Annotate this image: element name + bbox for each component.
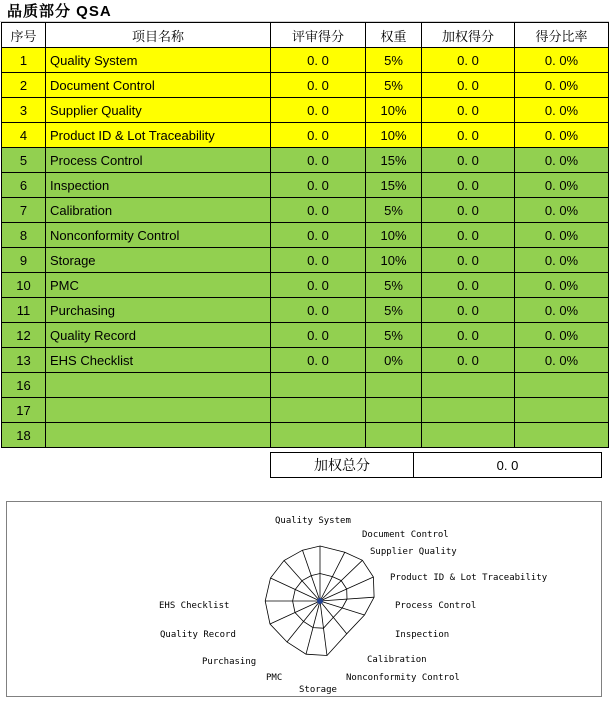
cell-score: 0. 0 bbox=[271, 298, 366, 323]
radar-label-1: Document Control bbox=[362, 530, 449, 540]
header-weighted-score: 加权得分 bbox=[422, 23, 515, 48]
header-weight: 权重 bbox=[366, 23, 422, 48]
total-label: 加权总分 bbox=[270, 452, 414, 478]
cell-name: Inspection bbox=[46, 173, 271, 198]
page-title: 品质部分 QSA bbox=[7, 3, 112, 20]
table-header-row bbox=[2, 23, 609, 48]
cell-weight: 10% bbox=[366, 98, 422, 123]
cell-name: Calibration bbox=[46, 198, 271, 223]
cell-weight: 5% bbox=[366, 323, 422, 348]
radar-label-6: Calibration bbox=[367, 655, 427, 665]
radar-label-10: Purchasing bbox=[202, 657, 257, 667]
cell-name bbox=[46, 423, 271, 448]
cell-weighted-score: 0. 0 bbox=[422, 123, 515, 148]
radar-label-3: Product ID & Lot Traceability bbox=[390, 573, 548, 583]
cell-ratio bbox=[515, 373, 609, 398]
cell-name: Nonconformity Control bbox=[46, 223, 271, 248]
cell-score: 0. 0 bbox=[271, 148, 366, 173]
cell-weighted-score: 0. 0 bbox=[422, 298, 515, 323]
radar-label-9: PMC bbox=[266, 673, 283, 683]
cell-weight: 10% bbox=[366, 223, 422, 248]
cell-no: 12 bbox=[2, 323, 46, 348]
cell-ratio: 0. 0% bbox=[515, 123, 609, 148]
cell-name bbox=[46, 398, 271, 423]
radar-label-8: Storage bbox=[299, 685, 337, 695]
cell-name: Process Control bbox=[46, 148, 271, 173]
cell-no: 13 bbox=[2, 348, 46, 373]
cell-weight: 5% bbox=[366, 73, 422, 98]
radar-data-point bbox=[317, 598, 323, 604]
cell-name: Product ID & Lot Traceability bbox=[46, 123, 271, 148]
cell-score bbox=[271, 398, 366, 423]
cell-no: 5 bbox=[2, 148, 46, 173]
cell-weight: 0% bbox=[366, 348, 422, 373]
table-row[interactable] bbox=[2, 123, 609, 148]
cell-weight: 5% bbox=[366, 198, 422, 223]
cell-weight bbox=[366, 423, 422, 448]
cell-no: 1 bbox=[2, 48, 46, 73]
cell-score: 0. 0 bbox=[271, 123, 366, 148]
cell-ratio: 0. 0% bbox=[515, 148, 609, 173]
cell-weight bbox=[366, 398, 422, 423]
radar-label-4: Process Control bbox=[395, 601, 477, 611]
header-ratio: 得分比率 bbox=[515, 23, 609, 48]
cell-no: 7 bbox=[2, 198, 46, 223]
cell-score: 0. 0 bbox=[271, 273, 366, 298]
cell-score bbox=[271, 373, 366, 398]
cell-name: Purchasing bbox=[46, 298, 271, 323]
cell-ratio: 0. 0% bbox=[515, 248, 609, 273]
sheet-title-row bbox=[0, 0, 609, 22]
cell-no: 4 bbox=[2, 123, 46, 148]
cell-ratio bbox=[515, 398, 609, 423]
total-value[interactable]: 0. 0 bbox=[414, 452, 602, 478]
cell-name: Supplier Quality bbox=[46, 98, 271, 123]
cell-score: 0. 0 bbox=[271, 248, 366, 273]
radar-label-0: Quality System bbox=[275, 516, 351, 526]
cell-no: 6 bbox=[2, 173, 46, 198]
table-row[interactable] bbox=[2, 298, 609, 323]
cell-weighted-score: 0. 0 bbox=[422, 223, 515, 248]
cell-no: 2 bbox=[2, 73, 46, 98]
cell-no: 10 bbox=[2, 273, 46, 298]
cell-ratio: 0. 0% bbox=[515, 173, 609, 198]
total-spacer bbox=[1, 452, 270, 478]
table-row[interactable] bbox=[2, 273, 609, 298]
radar-chart-svg bbox=[7, 502, 601, 696]
cell-weighted-score: 0. 0 bbox=[422, 98, 515, 123]
cell-no: 18 bbox=[2, 423, 46, 448]
cell-score: 0. 0 bbox=[271, 198, 366, 223]
cell-name: Quality Record bbox=[46, 323, 271, 348]
radar-label-7: Nonconformity Control bbox=[346, 673, 460, 683]
cell-score: 0. 0 bbox=[271, 48, 366, 73]
cell-weighted-score: 0. 0 bbox=[422, 348, 515, 373]
table-row[interactable] bbox=[2, 198, 609, 223]
table-row[interactable] bbox=[2, 148, 609, 173]
radar-label-2: Supplier Quality bbox=[370, 547, 457, 557]
table-row[interactable] bbox=[2, 423, 609, 448]
cell-name: PMC bbox=[46, 273, 271, 298]
table-row[interactable] bbox=[2, 223, 609, 248]
cell-weighted-score: 0. 0 bbox=[422, 198, 515, 223]
cell-no: 17 bbox=[2, 398, 46, 423]
cell-score: 0. 0 bbox=[271, 223, 366, 248]
cell-score: 0. 0 bbox=[271, 98, 366, 123]
cell-no: 16 bbox=[2, 373, 46, 398]
radar-label-12: EHS Checklist bbox=[159, 601, 230, 611]
cell-weight: 10% bbox=[366, 248, 422, 273]
cell-no: 9 bbox=[2, 248, 46, 273]
header-name: 项目名称 bbox=[46, 23, 271, 48]
cell-score bbox=[271, 423, 366, 448]
cell-no: 3 bbox=[2, 98, 46, 123]
table-row[interactable] bbox=[2, 173, 609, 198]
cell-ratio: 0. 0% bbox=[515, 98, 609, 123]
table-row[interactable] bbox=[2, 398, 609, 423]
cell-name: Storage bbox=[46, 248, 271, 273]
cell-weight: 5% bbox=[366, 273, 422, 298]
cell-weighted-score bbox=[422, 423, 515, 448]
cell-weighted-score: 0. 0 bbox=[422, 273, 515, 298]
header-score: 评审得分 bbox=[271, 23, 366, 48]
table-body bbox=[2, 48, 609, 448]
cell-score: 0. 0 bbox=[271, 173, 366, 198]
cell-no: 8 bbox=[2, 223, 46, 248]
cell-score: 0. 0 bbox=[271, 323, 366, 348]
cell-score: 0. 0 bbox=[271, 348, 366, 373]
cell-name bbox=[46, 373, 271, 398]
cell-ratio: 0. 0% bbox=[515, 273, 609, 298]
cell-weighted-score: 0. 0 bbox=[422, 48, 515, 73]
cell-ratio: 0. 0% bbox=[515, 48, 609, 73]
cell-name: Document Control bbox=[46, 73, 271, 98]
cell-weighted-score bbox=[422, 373, 515, 398]
table-row[interactable] bbox=[2, 248, 609, 273]
qsa-table bbox=[1, 22, 609, 448]
cell-weight: 10% bbox=[366, 123, 422, 148]
cell-ratio: 0. 0% bbox=[515, 348, 609, 373]
radar-chart[interactable] bbox=[6, 501, 602, 697]
cell-ratio: 0. 0% bbox=[515, 223, 609, 248]
table-header bbox=[2, 23, 609, 48]
cell-weighted-score: 0. 0 bbox=[422, 173, 515, 198]
cell-name: Quality System bbox=[46, 48, 271, 73]
cell-ratio: 0. 0% bbox=[515, 298, 609, 323]
cell-weighted-score: 0. 0 bbox=[422, 323, 515, 348]
header-no: 序号 bbox=[2, 23, 46, 48]
cell-weight: 5% bbox=[366, 48, 422, 73]
table-row[interactable] bbox=[2, 373, 609, 398]
cell-ratio bbox=[515, 423, 609, 448]
total-row bbox=[1, 452, 608, 478]
table-row[interactable] bbox=[2, 98, 609, 123]
table-row[interactable] bbox=[2, 348, 609, 373]
cell-weight: 5% bbox=[366, 298, 422, 323]
cell-weighted-score: 0. 0 bbox=[422, 148, 515, 173]
cell-weight bbox=[366, 373, 422, 398]
cell-no: 11 bbox=[2, 298, 46, 323]
table-row[interactable] bbox=[2, 323, 609, 348]
cell-ratio: 0. 0% bbox=[515, 323, 609, 348]
cell-weight: 15% bbox=[366, 148, 422, 173]
cell-weight: 15% bbox=[366, 173, 422, 198]
cell-weighted-score bbox=[422, 398, 515, 423]
cell-weighted-score: 0. 0 bbox=[422, 248, 515, 273]
table-row[interactable] bbox=[2, 48, 609, 73]
cell-name: EHS Checklist bbox=[46, 348, 271, 373]
cell-weighted-score: 0. 0 bbox=[422, 73, 515, 98]
cell-ratio: 0. 0% bbox=[515, 198, 609, 223]
radar-label-5: Inspection bbox=[395, 630, 450, 640]
cell-ratio: 0. 0% bbox=[515, 73, 609, 98]
radar-label-11: Quality Record bbox=[160, 630, 236, 640]
cell-score: 0. 0 bbox=[271, 73, 366, 98]
table-row[interactable] bbox=[2, 73, 609, 98]
